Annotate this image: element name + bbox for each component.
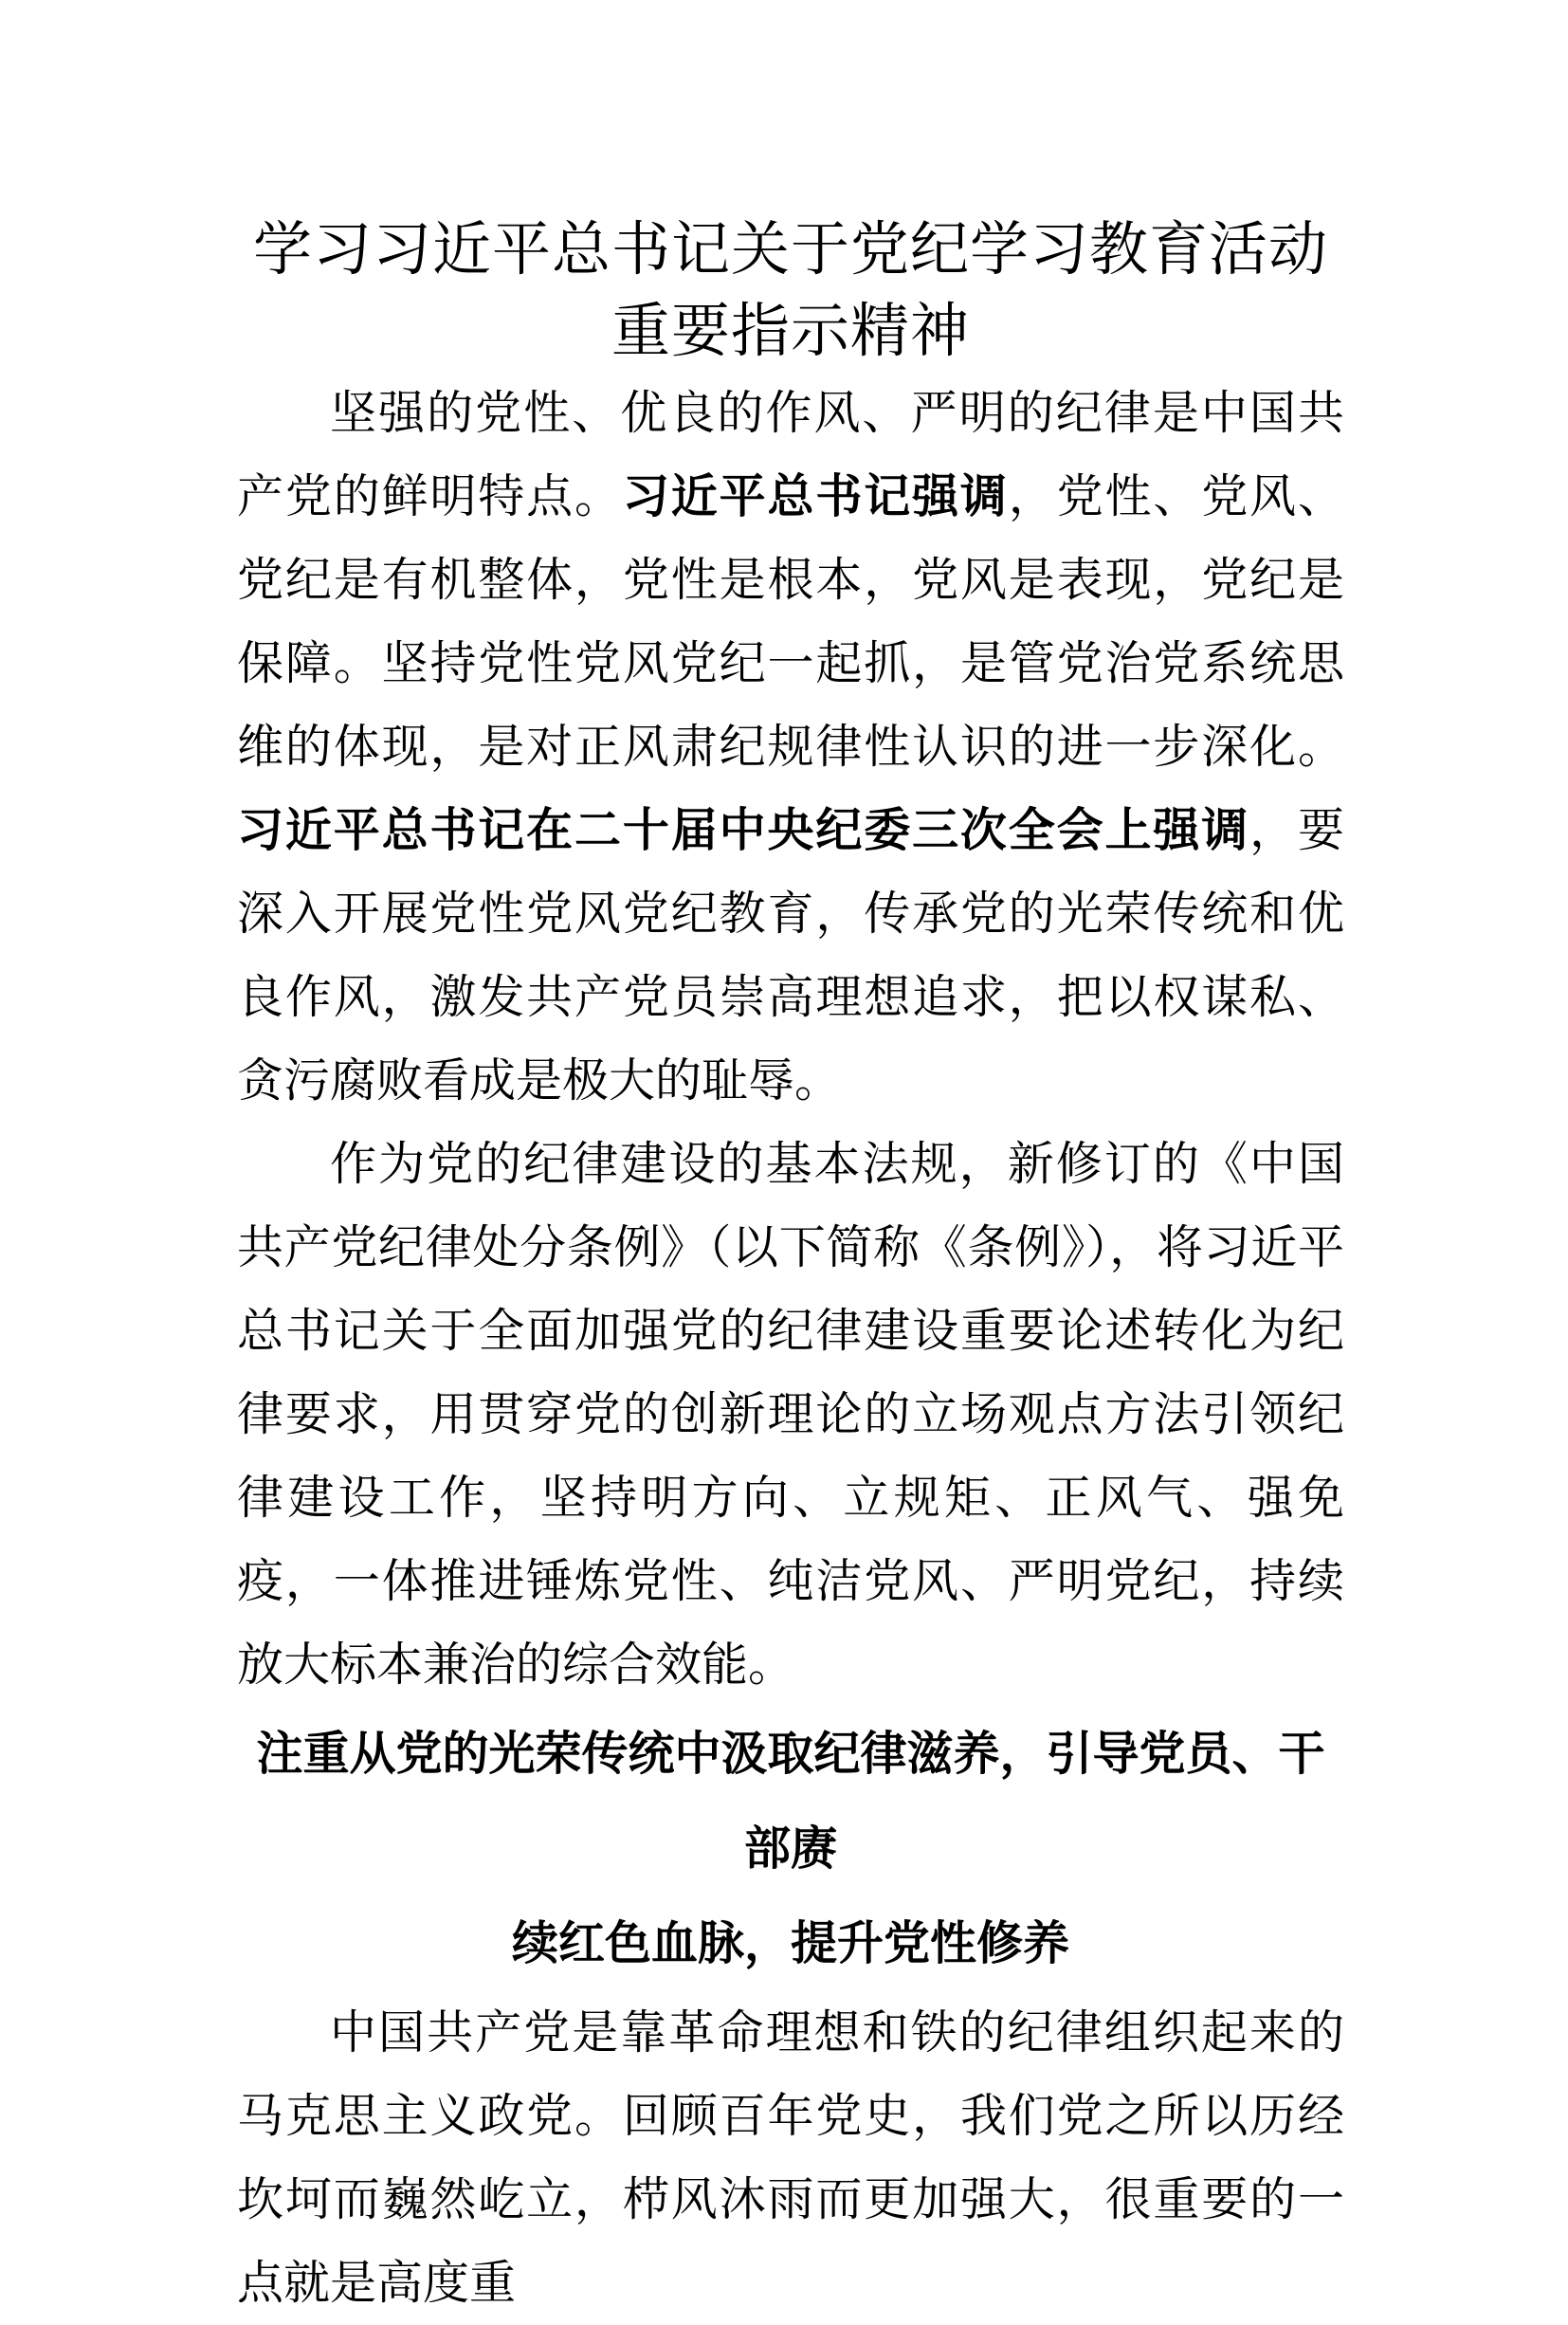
paragraph-2: 作为党的纪律建设的基本法规，新修订的《中国共产党纪律处分条例》（以下简称《条例》），将习近平总书记关于全面加强党的纪律建设重要论述转化为纪律要求，用贯穿党的创新理论的立场观点方法引领纪律建设工作，坚持明方向、立规矩、正风气、强免疫，一体推进锤炼党性、纯洁党风、严明党纪，持续放大标本兼治的综合效能。 — [237, 1137, 1344, 1692]
document-page — [237, 209, 1344, 2325]
section-heading-1 — [237, 1707, 1344, 1991]
paragraph-1-text-a: 坚强的党性、优良的作风、严明的纪律是中国共产党的鲜明特点。 — [237, 386, 1344, 523]
paragraph-1-text-b: ，党性、党风、党纪是有机整体，党性是根本，党风是表现，党纪是保障。坚持党性党风党纪一起抓，是管党治党系统思维的体现，是对正风肃纪规律性认识的进一步深化。 — [237, 469, 1344, 774]
paragraph-3: 中国共产党是靠革命理想和铁的纪律组织起来的马克思主义政党。回顾百年党史，我们党之所以历经坎坷而巍然屹立，栉风沐雨而更加强大，很重要的一点就是高度重 — [237, 2005, 1344, 2310]
paragraph-1-text-c: ，要深入开展党性党风党纪教育，传承党的光荣传统和优良作风，激发共产党员崇高理想追求，把以权谋私、贪污腐败看成是极大的耻辱。 — [237, 803, 1344, 1108]
paragraph-1-bold-b: 习近平总书记在二十届中央纪委三次全会上强调 — [237, 803, 1250, 857]
paragraph-1 — [237, 372, 1344, 1123]
section-heading-1-line-1: 注重从党的光荣传统中汲取纪律滋养，引导党员、干部赓 — [256, 1727, 1325, 1876]
document-title — [237, 209, 1344, 372]
paragraph-1-bold-a: 习近平总书记强调 — [622, 469, 1009, 523]
title-line-1: 学习习近平总书记关于党纪学习教育活动 — [252, 214, 1328, 284]
title-line-2: 重要指示精神 — [611, 296, 970, 365]
section-heading-1-line-2: 续红色血脉，提升党性修养 — [511, 1916, 1069, 1970]
